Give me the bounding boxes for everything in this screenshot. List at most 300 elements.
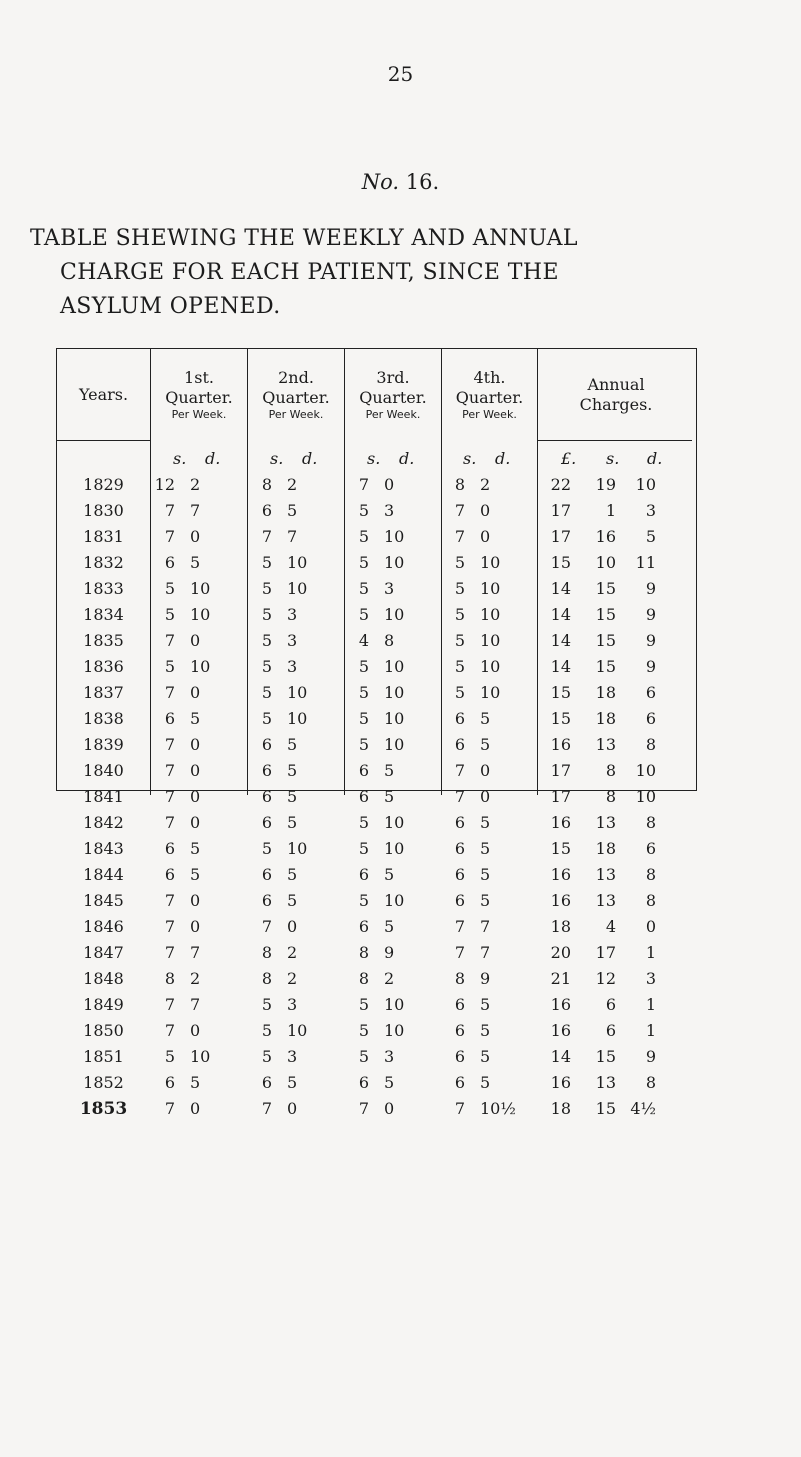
annual-shillings-cell: 15	[595, 631, 616, 650]
q3-shillings-cell: 7	[358, 1099, 369, 1118]
q2-pence-cell: 5	[287, 761, 298, 780]
q2-pence-cell: 3	[287, 657, 298, 676]
annual-pence-cell: 3	[645, 969, 656, 988]
unit-annual-shillings: s.	[606, 449, 620, 468]
header-annual-line1: Annual	[587, 374, 645, 394]
q4-pence-cell: 10	[480, 579, 501, 598]
year-cell: 1832	[83, 553, 124, 572]
table-row	[57, 579, 696, 605]
annual-pence-cell: 8	[645, 891, 656, 910]
year-cell: 1840	[83, 761, 124, 780]
q2-shillings-cell: 5	[261, 839, 272, 858]
header-q4-line3: Per Week.	[462, 407, 517, 421]
q3-pence-cell: 10	[384, 553, 405, 572]
table-row	[57, 605, 696, 631]
q4-pence-cell: 7	[480, 943, 491, 962]
annual-shillings-cell: 15	[595, 579, 616, 598]
q4-pence-cell: 9	[480, 969, 491, 988]
q1-shillings-cell: 7	[164, 1021, 175, 1040]
unit-q1-pence: d.	[205, 449, 221, 468]
annual-pence-cell: 11	[635, 553, 656, 572]
annual-shillings-cell: 13	[595, 865, 616, 884]
q2-pence-cell: 2	[287, 943, 298, 962]
annual-pence-cell: 8	[645, 813, 656, 832]
year-cell: 1833	[83, 579, 124, 598]
table-row	[57, 1073, 696, 1099]
q2-shillings-cell: 7	[261, 1099, 272, 1118]
q1-pence-cell: 10	[190, 1047, 211, 1066]
annual-pounds-cell: 18	[550, 917, 571, 936]
annual-pounds-cell: 16	[550, 813, 571, 832]
q3-pence-cell: 3	[384, 501, 395, 520]
q3-pence-cell: 10	[384, 527, 405, 546]
q1-shillings-cell: 6	[164, 553, 175, 572]
q3-pence-cell: 3	[384, 579, 395, 598]
q4-pence-cell: 5	[480, 1047, 491, 1066]
q2-pence-cell: 5	[287, 735, 298, 754]
q1-pence-cell: 0	[190, 631, 201, 650]
table-row	[57, 1047, 696, 1073]
annual-pence-cell: 9	[645, 1047, 656, 1066]
unit-q4-shillings: s.	[463, 449, 477, 468]
q2-pence-cell: 10	[287, 553, 308, 572]
q1-shillings-cell: 7	[164, 631, 175, 650]
q2-shillings-cell: 5	[261, 579, 272, 598]
q3-pence-cell: 3	[384, 1047, 395, 1066]
q3-shillings-cell: 5	[358, 1047, 369, 1066]
q1-pence-cell: 10	[190, 579, 211, 598]
q4-shillings-cell: 6	[454, 1021, 465, 1040]
q4-shillings-cell: 7	[454, 787, 465, 806]
annual-pounds-cell: 16	[550, 995, 571, 1014]
q1-pence-cell: 10	[190, 657, 211, 676]
q4-shillings-cell: 6	[454, 709, 465, 728]
units-row	[57, 449, 696, 475]
q4-pence-cell: 5	[480, 813, 491, 832]
q1-shillings-cell: 6	[164, 839, 175, 858]
annual-pence-cell: 1	[645, 1021, 656, 1040]
q3-shillings-cell: 6	[358, 787, 369, 806]
q2-pence-cell: 10	[287, 1021, 308, 1040]
annual-shillings-cell: 19	[595, 475, 616, 494]
q4-pence-cell: 5	[480, 865, 491, 884]
q2-pence-cell: 7	[287, 527, 298, 546]
header-q3-line1: 3rd.	[376, 367, 410, 387]
q4-pence-cell: 5	[480, 1073, 491, 1092]
q2-shillings-cell: 7	[261, 917, 272, 936]
q4-pence-cell: 0	[480, 527, 491, 546]
table-row	[57, 943, 696, 969]
annual-shillings-cell: 13	[595, 1073, 616, 1092]
q3-pence-cell: 10	[384, 709, 405, 728]
header-rule	[537, 440, 692, 441]
year-cell: 1850	[83, 1021, 124, 1040]
heading-line-3: ASYLUM OPENED.	[60, 294, 281, 319]
q3-shillings-cell: 6	[358, 761, 369, 780]
annual-pence-cell: 9	[645, 657, 656, 676]
year-cell: 1848	[83, 969, 124, 988]
annual-pounds-cell: 17	[550, 501, 571, 520]
table-row	[57, 761, 696, 787]
q3-pence-cell: 10	[384, 891, 405, 910]
annual-pounds-cell: 16	[550, 1073, 571, 1092]
annual-shillings-cell: 4	[605, 917, 616, 936]
table-row	[57, 657, 696, 683]
q1-pence-cell: 2	[190, 475, 201, 494]
year-cell: 1851	[83, 1047, 124, 1066]
table-row	[57, 631, 696, 657]
year-cell: 1845	[83, 891, 124, 910]
q2-pence-cell: 10	[287, 839, 308, 858]
charges-table	[56, 348, 697, 1119]
q1-pence-cell: 0	[190, 1021, 201, 1040]
annual-shillings-cell: 15	[595, 605, 616, 624]
q3-shillings-cell: 4	[358, 631, 369, 650]
annual-shillings-cell: 13	[595, 735, 616, 754]
header-q4	[442, 349, 537, 440]
q4-pence-cell: 5	[480, 1021, 491, 1040]
q1-shillings-cell: 6	[164, 1073, 175, 1092]
q3-shillings-cell: 5	[358, 553, 369, 572]
table-row	[57, 553, 696, 579]
year-cell: 1838	[83, 709, 124, 728]
q2-shillings-cell: 5	[261, 1047, 272, 1066]
q4-shillings-cell: 5	[454, 579, 465, 598]
unit-annual-pounds: £.	[561, 449, 577, 468]
q4-pence-cell: 10	[480, 553, 501, 572]
q4-shillings-cell: 7	[454, 527, 465, 546]
q4-pence-cell: 10	[480, 605, 501, 624]
annual-pounds-cell: 17	[550, 761, 571, 780]
year-cell: 1842	[83, 813, 124, 832]
q3-pence-cell: 10	[384, 605, 405, 624]
q3-shillings-cell: 5	[358, 813, 369, 832]
q2-shillings-cell: 5	[261, 631, 272, 650]
annual-pence-cell: 8	[645, 1073, 656, 1092]
q1-pence-cell: 7	[190, 995, 201, 1014]
q2-shillings-cell: 6	[261, 813, 272, 832]
q2-pence-cell: 5	[287, 501, 298, 520]
annual-pounds-cell: 18	[550, 1099, 571, 1118]
q1-pence-cell: 0	[190, 1099, 201, 1118]
q2-shillings-cell: 6	[261, 735, 272, 754]
q1-shillings-cell: 5	[164, 579, 175, 598]
q3-shillings-cell: 5	[358, 501, 369, 520]
q4-pence-cell: 0	[480, 787, 491, 806]
year-cell: 1849	[83, 995, 124, 1014]
q3-pence-cell: 9	[384, 943, 395, 962]
q2-shillings-cell: 6	[261, 501, 272, 520]
q1-pence-cell: 5	[190, 1073, 201, 1092]
year-cell: 1844	[83, 865, 124, 884]
unit-q4-pence: d.	[495, 449, 511, 468]
q1-pence-cell: 0	[190, 891, 201, 910]
q1-pence-cell: 0	[190, 735, 201, 754]
table-number-value: 16.	[405, 170, 440, 194]
table-row	[57, 683, 696, 709]
table-row	[57, 787, 696, 813]
q3-shillings-cell: 5	[358, 605, 369, 624]
header-q4-line1: 4th.	[473, 367, 506, 387]
q2-pence-cell: 2	[287, 969, 298, 988]
annual-pence-cell: 10	[635, 475, 656, 494]
q2-shillings-cell: 5	[261, 605, 272, 624]
table-row	[57, 969, 696, 995]
annual-pounds-cell: 15	[550, 683, 571, 702]
annual-shillings-cell: 16	[595, 527, 616, 546]
q4-shillings-cell: 6	[454, 891, 465, 910]
q3-pence-cell: 0	[384, 1099, 395, 1118]
annual-pounds-cell: 20	[550, 943, 571, 962]
q3-pence-cell: 5	[384, 787, 395, 806]
q2-pence-cell: 3	[287, 605, 298, 624]
q2-shillings-cell: 8	[261, 475, 272, 494]
unit-q3-pence: d.	[399, 449, 415, 468]
q1-pence-cell: 5	[190, 865, 201, 884]
table-number	[0, 170, 801, 194]
q3-shillings-cell: 5	[358, 657, 369, 676]
q1-pence-cell: 0	[190, 787, 201, 806]
page-number: 25	[387, 62, 414, 86]
annual-pence-cell: 6	[645, 683, 656, 702]
q1-shillings-cell: 7	[164, 891, 175, 910]
annual-shillings-cell: 18	[595, 839, 616, 858]
q1-shillings-cell: 12	[154, 475, 175, 494]
header-q3-line3: Per Week.	[365, 407, 421, 421]
q3-shillings-cell: 5	[358, 527, 369, 546]
annual-pence-cell: 4½	[630, 1099, 656, 1118]
q4-shillings-cell: 5	[454, 657, 465, 676]
annual-shillings-cell: 17	[595, 943, 616, 962]
q3-pence-cell: 5	[384, 761, 395, 780]
annual-shillings-cell: 6	[605, 1021, 616, 1040]
q2-shillings-cell: 5	[261, 995, 272, 1014]
q3-pence-cell: 5	[384, 865, 395, 884]
q4-shillings-cell: 8	[454, 969, 465, 988]
q1-shillings-cell: 7	[164, 501, 175, 520]
q2-pence-cell: 0	[287, 1099, 298, 1118]
q4-pence-cell: 5	[480, 709, 491, 728]
annual-pounds-cell: 15	[550, 839, 571, 858]
q3-pence-cell: 10	[384, 1021, 405, 1040]
q2-shillings-cell: 6	[261, 761, 272, 780]
q4-pence-cell: 10	[480, 631, 501, 650]
annual-pence-cell: 9	[645, 605, 656, 624]
q2-shillings-cell: 8	[261, 969, 272, 988]
table-label: No.	[361, 170, 400, 194]
q3-shillings-cell: 8	[358, 943, 369, 962]
annual-pounds-cell: 14	[550, 1047, 571, 1066]
annual-shillings-cell: 12	[595, 969, 616, 988]
annual-shillings-cell: 13	[595, 813, 616, 832]
q2-shillings-cell: 6	[261, 891, 272, 910]
q1-shillings-cell: 7	[164, 527, 175, 546]
year-cell: 1829	[83, 475, 124, 494]
q4-shillings-cell: 5	[454, 683, 465, 702]
annual-pence-cell: 9	[645, 631, 656, 650]
q3-shillings-cell: 6	[358, 1073, 369, 1092]
q3-pence-cell: 10	[384, 995, 405, 1014]
q2-shillings-cell: 6	[261, 787, 272, 806]
q1-pence-cell: 2	[190, 969, 201, 988]
annual-pounds-cell: 16	[550, 735, 571, 754]
q4-shillings-cell: 6	[454, 1073, 465, 1092]
year-cell: 1852	[83, 1073, 124, 1092]
q3-shillings-cell: 5	[358, 891, 369, 910]
header-q1-line1: 1st.	[184, 367, 214, 387]
q2-pence-cell: 3	[287, 1047, 298, 1066]
table-heading	[30, 222, 790, 324]
annual-pence-cell: 9	[645, 579, 656, 598]
table-row	[57, 1021, 696, 1047]
q2-shillings-cell: 5	[261, 709, 272, 728]
q2-pence-cell: 5	[287, 891, 298, 910]
q1-shillings-cell: 7	[164, 735, 175, 754]
q4-shillings-cell: 6	[454, 813, 465, 832]
q2-pence-cell: 5	[287, 787, 298, 806]
q4-shillings-cell: 6	[454, 995, 465, 1014]
q1-shillings-cell: 7	[164, 917, 175, 936]
q2-shillings-cell: 7	[261, 527, 272, 546]
annual-pounds-cell: 17	[550, 787, 571, 806]
q1-pence-cell: 7	[190, 943, 201, 962]
table-row	[57, 813, 696, 839]
q1-shillings-cell: 5	[164, 605, 175, 624]
annual-pence-cell: 1	[645, 943, 656, 962]
q1-pence-cell: 10	[190, 605, 211, 624]
q4-pence-cell: 7	[480, 917, 491, 936]
q1-shillings-cell: 6	[164, 865, 175, 884]
q3-shillings-cell: 8	[358, 969, 369, 988]
q3-shillings-cell: 5	[358, 579, 369, 598]
annual-pounds-cell: 15	[550, 553, 571, 572]
q1-pence-cell: 0	[190, 683, 201, 702]
q1-shillings-cell: 7	[164, 1099, 175, 1118]
header-annual	[538, 349, 694, 440]
annual-shillings-cell: 18	[595, 683, 616, 702]
q4-shillings-cell: 7	[454, 917, 465, 936]
q3-pence-cell: 2	[384, 969, 395, 988]
year-cell: 1831	[83, 527, 124, 546]
q2-shillings-cell: 5	[261, 1021, 272, 1040]
q4-pence-cell: 0	[480, 501, 491, 520]
annual-pounds-cell: 16	[550, 1021, 571, 1040]
q3-shillings-cell: 5	[358, 709, 369, 728]
q4-pence-cell: 0	[480, 761, 491, 780]
q1-shillings-cell: 6	[164, 709, 175, 728]
annual-shillings-cell: 18	[595, 709, 616, 728]
q1-pence-cell: 7	[190, 501, 201, 520]
q1-pence-cell: 0	[190, 527, 201, 546]
annual-pence-cell: 5	[645, 527, 656, 546]
table-row	[57, 839, 696, 865]
header-q4-line2: Quarter.	[455, 387, 524, 407]
annual-pence-cell: 8	[645, 735, 656, 754]
table-row	[57, 995, 696, 1021]
q1-pence-cell: 0	[190, 813, 201, 832]
table-row	[57, 501, 696, 527]
q1-shillings-cell: 7	[164, 995, 175, 1014]
table-row	[57, 891, 696, 917]
header-q2-line1: 2nd.	[278, 367, 314, 387]
q3-pence-cell: 10	[384, 683, 405, 702]
q2-pence-cell: 0	[287, 917, 298, 936]
annual-pence-cell: 3	[645, 501, 656, 520]
q2-shillings-cell: 5	[261, 657, 272, 676]
year-cell: 1841	[83, 787, 124, 806]
q1-shillings-cell: 8	[164, 969, 175, 988]
year-cell: 1835	[83, 631, 124, 650]
q4-shillings-cell: 6	[454, 1047, 465, 1066]
q4-pence-cell: 10	[480, 683, 501, 702]
unit-q2-pence: d.	[302, 449, 318, 468]
table-row	[57, 917, 696, 943]
q3-pence-cell: 8	[384, 631, 395, 650]
q2-pence-cell: 2	[287, 475, 298, 494]
q3-pence-cell: 0	[384, 475, 395, 494]
annual-pounds-cell: 14	[550, 579, 571, 598]
q4-shillings-cell: 7	[454, 501, 465, 520]
heading-line-1: TABLE SHEWING THE WEEKLY AND ANNUAL	[30, 226, 578, 251]
q1-pence-cell: 0	[190, 917, 201, 936]
q4-shillings-cell: 6	[454, 735, 465, 754]
header-q1	[151, 349, 247, 440]
q2-shillings-cell: 8	[261, 943, 272, 962]
table-row	[57, 1099, 696, 1125]
q3-pence-cell: 10	[384, 735, 405, 754]
q4-shillings-cell: 5	[454, 553, 465, 572]
annual-pounds-cell: 16	[550, 891, 571, 910]
annual-pounds-cell: 22	[550, 475, 571, 494]
annual-pence-cell: 10	[635, 787, 656, 806]
q2-pence-cell: 10	[287, 683, 308, 702]
header-q1-line2: Quarter.	[165, 387, 233, 407]
q3-pence-cell: 10	[384, 839, 405, 858]
annual-shillings-cell: 8	[605, 761, 616, 780]
q4-shillings-cell: 6	[454, 839, 465, 858]
q1-pence-cell: 5	[190, 709, 201, 728]
annual-shillings-cell: 15	[595, 1047, 616, 1066]
annual-pounds-cell: 14	[550, 605, 571, 624]
year-cell: 1836	[83, 657, 124, 676]
q1-shillings-cell: 5	[164, 1047, 175, 1066]
q1-shillings-cell: 5	[164, 657, 175, 676]
annual-pence-cell: 6	[645, 709, 656, 728]
year-cell: 1846	[83, 917, 124, 936]
table-row	[57, 475, 696, 501]
q1-shillings-cell: 7	[164, 761, 175, 780]
q2-pence-cell: 5	[287, 813, 298, 832]
year-cell: 1853	[79, 1099, 128, 1119]
q4-pence-cell: 10	[480, 657, 501, 676]
q3-shillings-cell: 5	[358, 839, 369, 858]
header-years-label: Years.	[78, 384, 129, 404]
q4-shillings-cell: 5	[454, 631, 465, 650]
unit-q1-shillings: s.	[173, 449, 187, 468]
q4-pence-cell: 5	[480, 891, 491, 910]
year-cell: 1837	[83, 683, 124, 702]
annual-pounds-cell: 14	[550, 631, 571, 650]
table-row	[57, 735, 696, 761]
q3-shillings-cell: 7	[358, 475, 369, 494]
table-row	[57, 709, 696, 735]
header-q2-line3: Per Week.	[268, 407, 324, 421]
annual-pounds-cell: 17	[550, 527, 571, 546]
q2-pence-cell: 5	[287, 1073, 298, 1092]
q1-shillings-cell: 7	[164, 787, 175, 806]
unit-annual-pence: d.	[647, 449, 663, 468]
header-annual-line2: Charges.	[579, 394, 653, 414]
